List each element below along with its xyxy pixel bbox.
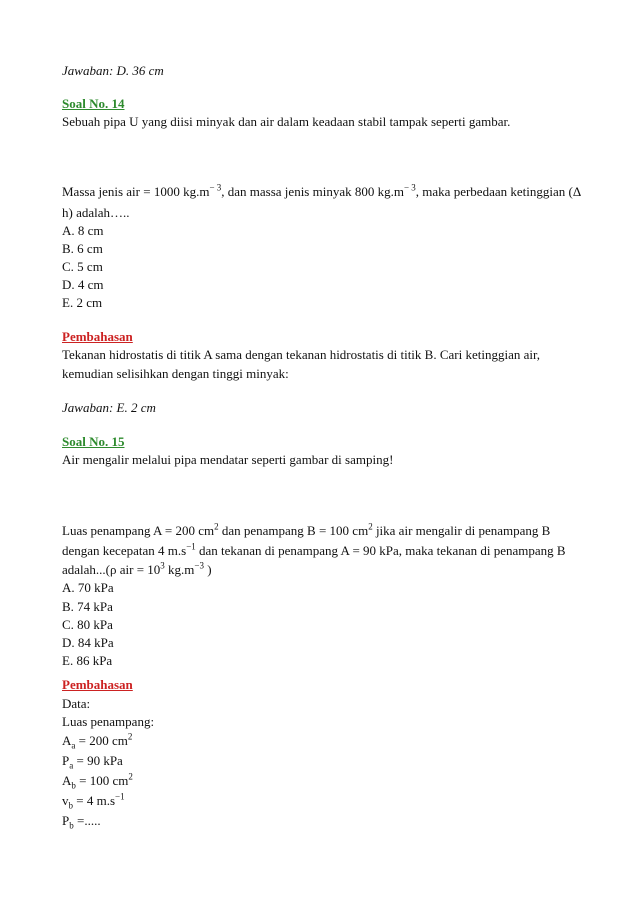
pressure-a-value: $P_a = 90$ kPa (62, 753, 123, 771)
soal-15-pembahasan-heading: Pembahasan (62, 677, 133, 692)
soal-14-option-a: A. 8 cm (62, 223, 104, 238)
soal-14-pembahasan-heading: Pembahasan (62, 329, 133, 344)
luas-penampang-label: Luas penampang: (62, 714, 155, 729)
soal-14-heading: Soal No. 14 (62, 96, 125, 111)
soal-14-option-d: D. 4 cm (62, 277, 104, 292)
soal-14-option-b: B. 6 cm (62, 241, 103, 256)
area-a-value: $A_a = 200$ $cm^2$ (62, 731, 133, 751)
soal-15-stem-line1: Luas penampang A = 200 $cm^2$ dan penampang B = 100 $cm^2$ jika air mengalir di penampang B (62, 521, 551, 538)
soal-15-option-e: E. 86 kPa (62, 653, 113, 668)
soal-14-pembahasan-line2: kemudian selisihkan dengan tinggi minyak: (62, 366, 289, 381)
soal-14-option-c: C. 5 cm (62, 259, 103, 274)
soal-15-stem-line2: dengan kecepatan 4 $m.s^{-1}$ dan tekanan di penampang A = 90 kPa, maka tekanan di penampang B (62, 541, 566, 558)
pressure-b-value: $P_b$ =..... (62, 813, 101, 831)
soal-14-question: Sebuah pipa U yang diisi minyak dan air dalam keadaan stabil tampak seperti gambar. (62, 114, 511, 129)
soal-15-option-b: B. 74 kPa (62, 599, 113, 614)
soal-15-option-c: C. 80 kPa (62, 617, 113, 632)
soal-15-question: Air mengalir melalui pipa mendatar seperti gambar di samping! (62, 452, 394, 467)
soal-14-answer: Jawaban: E. 2 cm (62, 400, 156, 415)
soal-15-stem-line3: adalah...(ρ air = $10^3$ $kg.m^{-3}$ ) (62, 560, 212, 577)
velocity-b-value: $v_b = 4$ $m.s^{-1}$ (62, 791, 125, 811)
previous-answer: Jawaban: D. 36 cm (62, 63, 164, 78)
soal-15-option-a: A. 70 kPa (62, 580, 114, 595)
soal-14-stem-line2: h) adalah….. (62, 205, 130, 220)
soal-14-pembahasan-line1: Tekanan hidrostatis di titik A sama dengan tekanan hidrostatis di titik B. Cari ketinggian air, (62, 347, 541, 362)
soal-14-stem-line1: Massa jenis air = 1000 $kg.m^{- 3}$, dan massa jenis minyak 800 $kg.m^{- 3}$, maka perbedaan ketinggian (Δ (62, 182, 582, 199)
data-label: Data: (62, 696, 91, 711)
soal-15-option-d: D. 84 kPa (62, 635, 114, 650)
soal-15-heading: Soal No. 15 (62, 434, 125, 449)
soal-14-option-e: E. 2 cm (62, 295, 103, 310)
area-b-value: $A_b = 100$ $cm^2$ (62, 771, 133, 791)
